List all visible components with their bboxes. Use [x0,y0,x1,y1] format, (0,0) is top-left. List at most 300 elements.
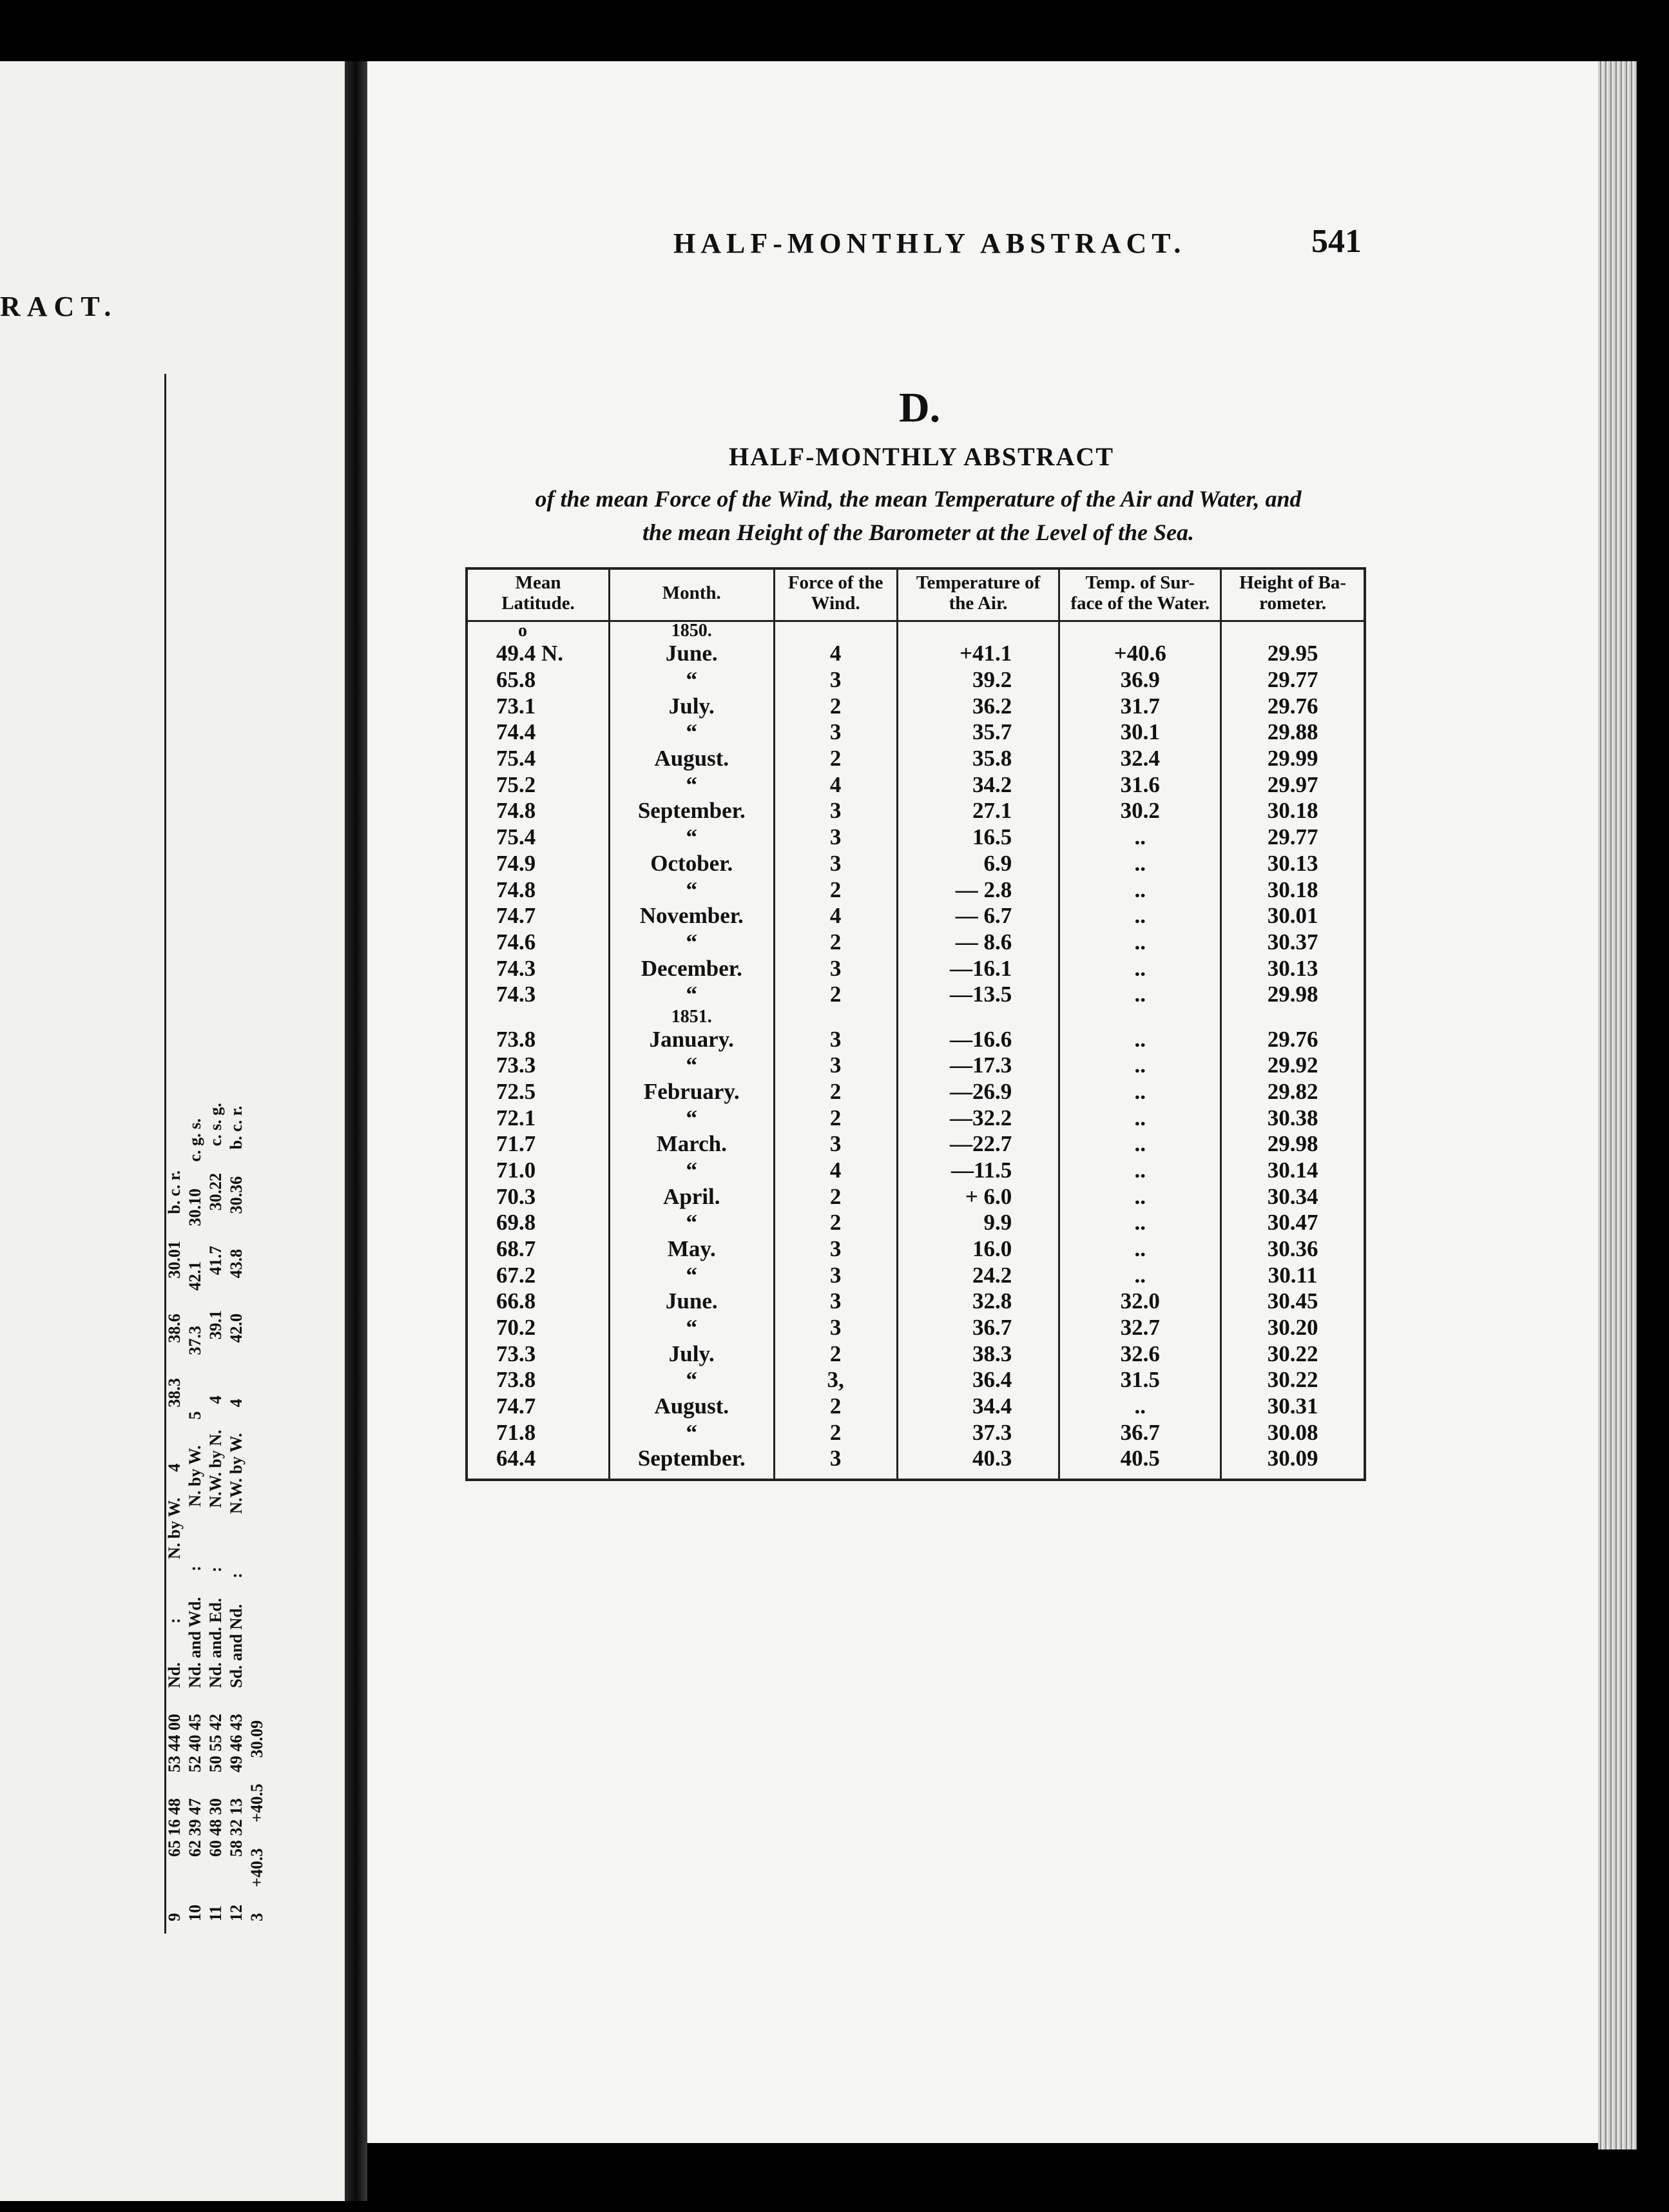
cell-water-temp: 31.7 [1059,693,1221,719]
cell-latitude: 75.4 [467,746,610,772]
rotated-c4: Sd. and Nd. [227,1604,246,1688]
cell-barometer: 30.08 [1267,1419,1318,1445]
cell-barometer: 30.31 [1267,1393,1318,1419]
cell-water-temp: .. [1059,1053,1221,1079]
running-title: HALF-MONTHLY ABSTRACT. [673,228,1186,259]
degree-mark: o [467,621,610,641]
cell-air-temp: 36.7 [897,1315,1059,1341]
cell-water-temp: 36.7 [1059,1419,1221,1446]
cell-month: “ [610,771,774,798]
cell-water-temp: 31.6 [1059,771,1221,798]
left-running-title: RACT. [0,291,118,322]
cell-latitude: 74.7 [467,1393,610,1420]
rotated-row-cell [185,1068,206,1930]
cell-barometer: 29.92 [1267,1053,1318,1078]
cell-force: 2 [774,746,897,772]
cell-air-temp: 24.2 [897,1262,1059,1288]
rotated-air: 37.3 [186,1325,204,1355]
rotated-c2: 52 40 45 [186,1714,204,1772]
cell-month: “ [610,877,774,903]
empty-cell [1221,1007,1365,1026]
cell-force: 3 [774,1262,897,1288]
table-padding-row [467,1472,1365,1480]
cell-water-temp: .. [1059,1078,1221,1105]
rotated-force: 4 [227,1399,246,1408]
rotated-c5: : [227,1573,246,1578]
cell-latitude: 71.0 [467,1157,610,1183]
cell-force: 4 [774,641,897,667]
cell-month: “ [610,719,774,746]
empty-cell [774,1007,897,1026]
cell-force: 2 [774,1210,897,1236]
rotated-c5: : [206,1566,225,1573]
cell-month: January. [610,1026,774,1053]
cell-air-temp: —13.5 [897,982,1059,1008]
rotated-c2: 53 44 00 [165,1714,184,1772]
rotated-water: 42.1 [186,1261,204,1291]
cell-water-temp: 32.6 [1059,1341,1221,1367]
cell-month: December. [610,955,774,982]
cell-force: 3 [774,1288,897,1315]
cell-force: 3 [774,719,897,746]
cell-air-temp: 36.2 [897,693,1059,719]
cell-latitude: 68.7 [467,1236,610,1262]
cell-latitude: 74.3 [467,955,610,982]
col-header-latitude: Mean Latitude. [467,568,610,621]
cell-month: October. [610,850,774,877]
cell-force: 2 [774,929,897,955]
table-row [467,982,1365,1008]
rotated-force: 4 [165,1463,184,1472]
cell-month: “ [610,982,774,1008]
cell-force: 3, [774,1367,897,1393]
table-row [467,641,1365,667]
table-row [467,1210,1365,1236]
cell-force: 3 [774,824,897,851]
cell-month: “ [610,929,774,955]
cell-water-temp: 31.5 [1059,1367,1221,1393]
cell-air-temp: 39.2 [897,667,1059,694]
cell-barometer: 30.36 [1267,1236,1318,1262]
table-row [467,1315,1365,1341]
cell-force: 2 [774,1419,897,1446]
cell-month: August. [610,1393,774,1420]
rotated-c6: N.W. by N. [206,1430,225,1508]
means-baro: 30.09 [247,1720,266,1758]
cell-barometer: 29.76 [1267,693,1318,719]
table-row [467,1053,1365,1079]
rotated-air: 39.1 [206,1310,225,1340]
cell-month: June. [610,641,774,667]
cell-force: 2 [774,877,897,903]
rotated-weather: b. c. r. [165,1170,184,1214]
cell-barometer: 30.14 [1267,1158,1318,1183]
rotated-baro: 30.01 [165,1241,184,1279]
cell-water-temp: 32.0 [1059,1288,1221,1315]
table-row [467,1288,1365,1315]
cell-water-temp: .. [1059,1157,1221,1183]
cell-force: 2 [774,1105,897,1131]
rotated-day: 12 [227,1905,246,1921]
empty-cell [1221,621,1365,641]
year-row [467,1007,1365,1026]
cell-force: 3 [774,1315,897,1341]
cell-air-temp: 35.7 [897,719,1059,746]
cell-water-temp: .. [1059,1262,1221,1288]
table-row [467,955,1365,982]
cell-water-temp: .. [1059,955,1221,982]
rotated-c5: : [186,1566,204,1571]
rotated-means-row [247,1068,267,1930]
cell-month: July. [610,1341,774,1367]
cell-water-temp: 32.4 [1059,746,1221,772]
col-header-water-temp: Temp. of Sur- face of the Water. [1059,568,1221,621]
table-row [467,719,1365,746]
empty-cell [774,1472,897,1480]
rotated-means-cell [247,1068,267,1930]
cell-latitude: 74.9 [467,850,610,877]
cell-month: “ [610,1157,774,1183]
cell-latitude: 71.8 [467,1419,610,1446]
rotated-c6: N. by W. [186,1445,204,1507]
table-header-row [467,568,1365,621]
table-row [467,1131,1365,1158]
cell-barometer: 30.13 [1267,850,1318,876]
rotated-c4: Nd. and. Ed. [206,1598,225,1688]
cell-barometer: 30.45 [1267,1288,1318,1314]
cell-barometer: 30.18 [1267,798,1318,824]
cell-month: November. [610,903,774,929]
table-row [467,903,1365,929]
cell-water-temp: .. [1059,1393,1221,1420]
cell-month: March. [610,1131,774,1158]
rotated-data-row [226,1068,247,1930]
table-row [467,1183,1365,1210]
cell-barometer: 30.13 [1267,955,1318,981]
cell-barometer: 29.76 [1267,1026,1318,1052]
table-row [467,1157,1365,1183]
empty-cell [1221,1472,1365,1480]
rotated-c6: N. by W. [165,1497,184,1559]
cell-barometer: 30.18 [1267,877,1318,902]
cell-latitude: 69.8 [467,1210,610,1236]
year-label: 1850. [610,621,774,641]
rotated-day: 10 [186,1905,204,1921]
cell-air-temp: 36.4 [897,1367,1059,1393]
empty-cell [774,621,897,641]
rotated-c5: : [165,1618,184,1624]
cell-air-temp: + 6.0 [897,1183,1059,1210]
empty-cell [1059,1007,1221,1026]
cell-latitude: 74.4 [467,719,610,746]
table-row [467,667,1365,694]
cell-month: “ [610,1105,774,1131]
table-row [467,1236,1365,1262]
page-edges [1598,61,1637,2149]
cell-latitude: 66.8 [467,1288,610,1315]
caption-line-1: of the mean Force of the Wind, the mean Temperature of the Air and Water, and [535,486,1302,512]
cell-latitude: 49.4 N. [467,641,610,667]
cell-latitude: 75.2 [467,771,610,798]
cell-air-temp: — 6.7 [897,903,1059,929]
means-water: +40.5 [247,1783,266,1823]
year-label: 1851. [610,1007,774,1026]
cell-water-temp: +40.6 [1059,641,1221,667]
table-row [467,1419,1365,1446]
cell-air-temp: —22.7 [897,1131,1059,1158]
cell-latitude: 72.5 [467,1078,610,1105]
cell-water-temp: 30.1 [1059,719,1221,746]
rotated-day: 11 [206,1905,225,1921]
table-row [467,798,1365,824]
col-header-barometer: Height of Ba- rometer. [1221,568,1365,621]
cell-month: “ [610,1315,774,1341]
cell-barometer: 29.77 [1267,667,1318,693]
cell-latitude: 65.8 [467,667,610,694]
cell-latitude: 74.8 [467,798,610,824]
rotated-baro: 30.22 [206,1172,225,1211]
rotated-water: 38.6 [165,1314,184,1343]
cell-month: “ [610,1419,774,1446]
table-body [467,621,1365,1480]
means-force: 3 [247,1913,266,1921]
table-row [467,1262,1365,1288]
cell-latitude: 72.1 [467,1105,610,1131]
empty-cell [897,1472,1059,1480]
cell-force: 3 [774,798,897,824]
table-row [467,850,1365,877]
table-row [467,1105,1365,1131]
cell-month: “ [610,1262,774,1288]
rotated-c1: 60 48 30 [206,1798,225,1857]
rotated-c2: 49 46 43 [227,1714,246,1772]
empty-cell [1059,1472,1221,1480]
cell-water-temp: 32.7 [1059,1315,1221,1341]
rotated-force: 5 [186,1411,204,1420]
cell-force: 2 [774,1183,897,1210]
cell-air-temp: 16.0 [897,1236,1059,1262]
cell-month: August. [610,746,774,772]
cell-barometer: 30.37 [1267,929,1318,955]
col-header-air-temp: Temperature of the Air. [897,568,1059,621]
rotated-data-row [185,1068,206,1930]
cell-air-temp: —11.5 [897,1157,1059,1183]
cell-water-temp: .. [1059,1210,1221,1236]
table-row [467,1393,1365,1420]
cell-month: “ [610,1053,774,1079]
book-gutter [345,61,367,2201]
cell-force: 3 [774,1053,897,1079]
cell-month: April. [610,1183,774,1210]
cell-force: 3 [774,1446,897,1472]
cell-force: 3 [774,1236,897,1262]
cell-month: February. [610,1078,774,1105]
cell-air-temp: —32.2 [897,1105,1059,1131]
cell-barometer: 30.34 [1267,1183,1318,1209]
cell-air-temp: 9.9 [897,1210,1059,1236]
cell-water-temp: 40.5 [1059,1446,1221,1472]
cell-latitude: 74.6 [467,929,610,955]
cell-force: 4 [774,1157,897,1183]
rotated-row-cell [164,1068,185,1930]
cell-force: 3 [774,1026,897,1053]
table-row [467,1078,1365,1105]
cell-water-temp: .. [1059,903,1221,929]
cell-water-temp: 36.9 [1059,667,1221,694]
rotated-air: 42.0 [227,1313,246,1343]
rotated-log-rows [164,1068,267,1930]
cell-air-temp: +41.1 [897,641,1059,667]
cell-force: 2 [774,693,897,719]
cell-force: 3 [774,850,897,877]
cell-air-temp: 34.2 [897,771,1059,798]
cell-air-temp: —26.9 [897,1078,1059,1105]
table-row [467,824,1365,851]
cell-barometer: 29.98 [1267,1131,1318,1157]
cell-latitude: 75.4 [467,824,610,851]
empty-cell [467,1472,610,1480]
cell-air-temp: 27.1 [897,798,1059,824]
cell-water-temp: .. [1059,929,1221,955]
cell-water-temp: .. [1059,1183,1221,1210]
table-row [467,1341,1365,1367]
table-row [467,771,1365,798]
rotated-row-cell [206,1068,226,1930]
year-row [467,621,1365,641]
cell-barometer: 30.01 [1267,903,1318,929]
rotated-water: 41.7 [206,1245,225,1276]
cell-latitude: 70.2 [467,1315,610,1341]
cell-air-temp: 40.3 [897,1446,1059,1472]
cell-barometer: 30.22 [1267,1341,1318,1366]
cell-month: September. [610,798,774,824]
cell-barometer: 29.82 [1267,1079,1318,1105]
cell-month: “ [610,667,774,694]
cell-barometer: 29.77 [1267,824,1318,850]
rotated-weather: c. g. s. [186,1118,204,1162]
cell-water-temp: .. [1059,982,1221,1008]
cell-air-temp: — 2.8 [897,877,1059,903]
cell-air-temp: —17.3 [897,1053,1059,1079]
cell-force: 4 [774,771,897,798]
cell-barometer: 30.47 [1267,1210,1318,1236]
cell-force: 3 [774,667,897,694]
cell-water-temp: .. [1059,1026,1221,1053]
rotated-day: 9 [165,1913,184,1921]
cell-force: 4 [774,903,897,929]
rotated-weather: b. c. r. [227,1105,246,1150]
empty-cell [610,1472,774,1480]
section-letter: D. [899,384,941,431]
cell-month: September. [610,1446,774,1472]
cell-barometer: 29.98 [1267,982,1318,1007]
page-number: 541 [1311,223,1362,260]
cell-air-temp: —16.1 [897,955,1059,982]
cell-month: “ [610,824,774,851]
cell-water-temp: .. [1059,1131,1221,1158]
rotated-baro: 30.10 [186,1188,204,1227]
cell-barometer: 30.38 [1267,1105,1318,1130]
cell-air-temp: — 8.6 [897,929,1059,955]
rotated-c2: 50 55 42 [206,1714,225,1772]
cell-barometer: 29.97 [1267,771,1318,797]
cell-barometer: 30.20 [1267,1315,1318,1341]
table-caption [464,482,1373,549]
cell-force: 3 [774,955,897,982]
table-row [467,877,1365,903]
cell-latitude: 71.7 [467,1131,610,1158]
cell-barometer: 29.95 [1267,641,1318,666]
rotated-c1: 62 39 47 [186,1798,204,1857]
rotated-c4: Nd. and Wd. [186,1596,204,1688]
cell-month: “ [610,1210,774,1236]
cell-latitude: 74.7 [467,903,610,929]
cell-air-temp: 32.8 [897,1288,1059,1315]
cell-barometer: 30.09 [1267,1446,1318,1471]
rotated-force: 4 [206,1395,225,1404]
cell-latitude: 64.4 [467,1446,610,1472]
caption-line-2: the mean Height of the Barometer at the Level of the Sea. [642,519,1194,545]
cell-air-temp: 38.3 [897,1341,1059,1367]
table-row [467,693,1365,719]
rotated-baro: 30.36 [227,1176,246,1214]
cell-water-temp: 30.2 [1059,798,1221,824]
cell-latitude: 73.1 [467,693,610,719]
cell-air-temp: 16.5 [897,824,1059,851]
degree-mark [467,1007,610,1026]
cell-water-temp: .. [1059,1105,1221,1131]
abstract-title: HALF-MONTHLY ABSTRACT [728,442,1114,471]
cell-latitude: 73.3 [467,1053,610,1079]
rotated-data-row [164,1068,185,1930]
table-row [467,1026,1365,1053]
col-header-force: Force of the Wind. [774,568,897,621]
rotated-air: 38.3 [165,1378,184,1408]
rotated-row-cell [226,1068,247,1930]
cell-water-temp: .. [1059,850,1221,877]
left-facing-page [0,61,345,2201]
cell-month: May. [610,1236,774,1262]
col-header-month: Month. [610,568,774,621]
cell-latitude: 73.8 [467,1026,610,1053]
cell-force: 2 [774,1078,897,1105]
cell-month: July. [610,693,774,719]
empty-cell [1059,621,1221,641]
cell-air-temp: —16.6 [897,1026,1059,1053]
cell-latitude: 67.2 [467,1262,610,1288]
cell-air-temp: 6.9 [897,850,1059,877]
cell-latitude: 74.3 [467,982,610,1008]
cell-force: 2 [774,982,897,1008]
rotated-weather: c. s. g. [206,1103,225,1147]
cell-barometer: 30.11 [1268,1262,1318,1288]
table-row [467,1446,1365,1472]
cell-air-temp: 35.8 [897,746,1059,772]
table-row [467,929,1365,955]
cell-latitude: 73.3 [467,1341,610,1367]
cell-latitude: 70.3 [467,1183,610,1210]
rotated-water: 43.8 [227,1248,246,1279]
rotated-c4: Nd. [165,1662,184,1688]
cell-barometer: 29.88 [1267,719,1318,745]
rotated-c1: 58 32 13 [227,1798,246,1857]
cell-month: June. [610,1288,774,1315]
cell-force: 3 [774,1131,897,1158]
cell-air-temp: 34.4 [897,1393,1059,1420]
cell-latitude: 74.8 [467,877,610,903]
means-air: +40.3 [247,1848,266,1887]
empty-cell [897,1007,1059,1026]
